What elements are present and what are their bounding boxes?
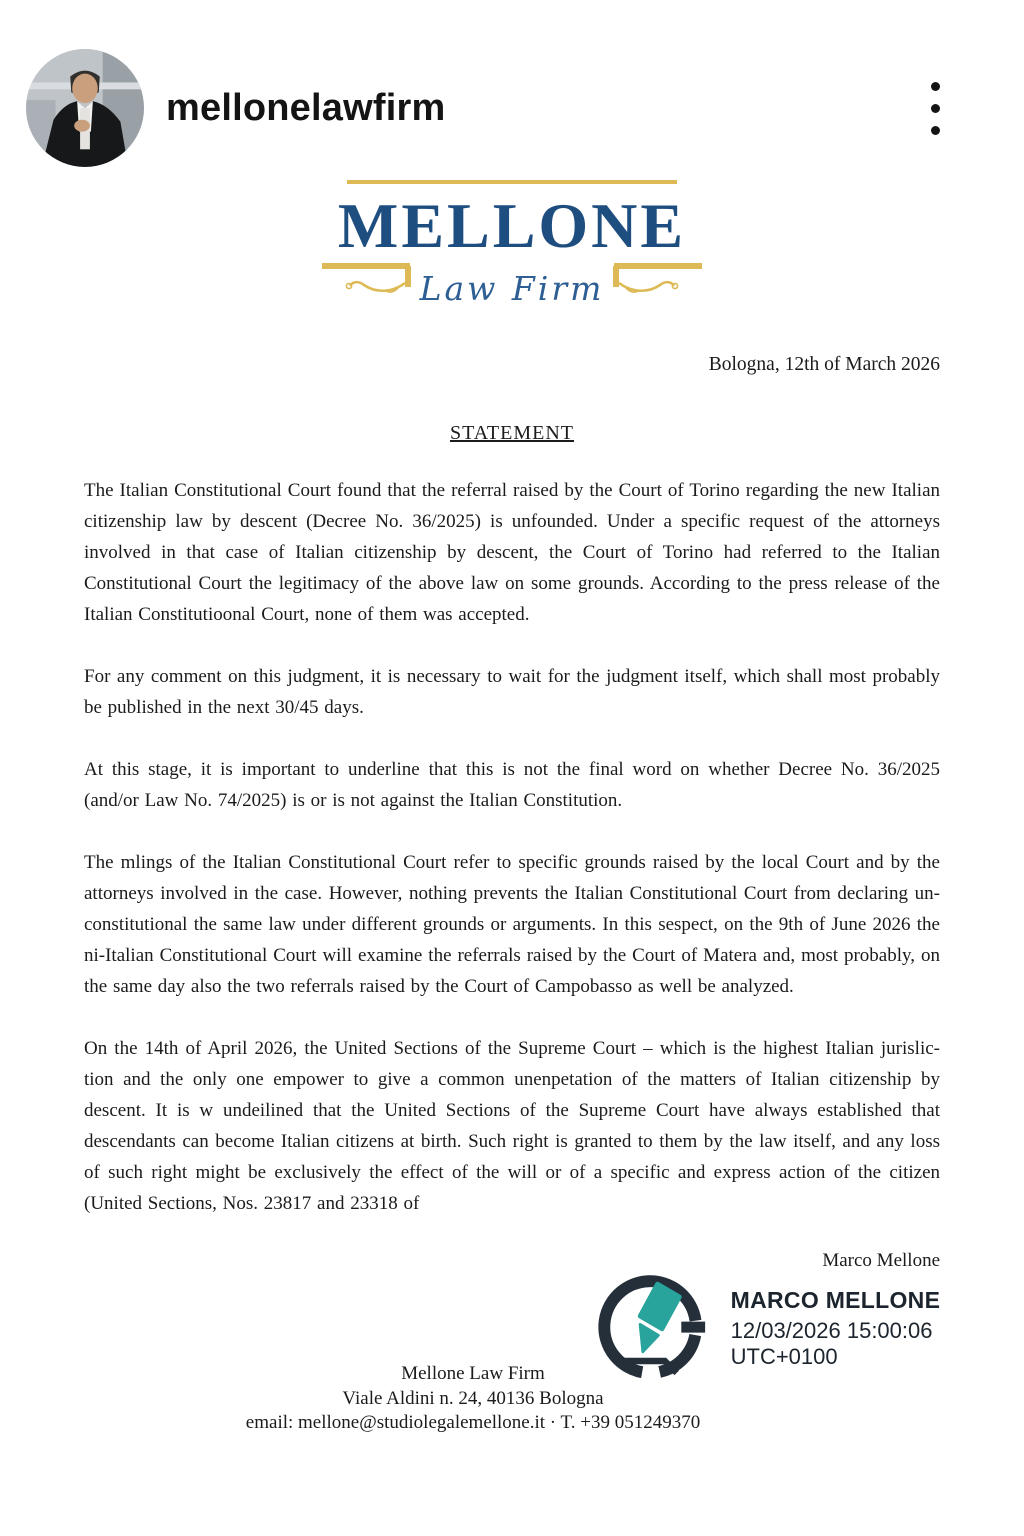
paragraph: The mlings of the Italian Constitutional Court refer to specific grounds raised by the local Court and by the attorneys involved in the case. However, nothing prevents the Italian Constitutional Court from declaring un-constitutional the same law under different grounds or arguments. In this sespect, on the 9th of June 2026 the ni-Italian Constitutional Court will examine the referrals raised by the Court of Matera and, most probably, on the same day also the two referrals raised by the Court of Campobasso as well be analyzed. [84,852,940,998]
paragraph: The Italian Constitutional Court found that the referral raised by the Court of Torino regarding the new Italian citizenship law by descent (Decree No. 36/2025) is unfounded. Under a specific request of the attorneys involved in that case of Italian citizenship by descent, the Court of Torino had referred to the Italian Constitutional Court the legitimacy of the above law on some grounds. According to the press release of the Italian Constitutioonal Court, none of them was accepted. [84,480,940,626]
paragraph: At this stage, it is important to underline that this is not the final word on whether Decree No. 36/2025 (and/or Law No. 74/2025) is or is not against the Italian Constitution. [84,759,940,812]
logo-wordmark: MELLONE [337,190,687,261]
paragraph: For any comment on this judgment, it is necessary to wait for the judgment itself, which shall most probably be published in the next 30/45 days. [84,666,940,719]
username[interactable]: mellonelawfirm [166,86,446,129]
flourish-left-icon [320,261,416,301]
document-body [84,475,940,1219]
kebab-dot [931,104,940,113]
signer-name: Marco Mellone [822,1250,940,1272]
signature-timestamp: 12/03/2026 15:00:06 UTC+0100 [730,1317,933,1369]
avatar[interactable] [26,49,144,167]
logo-gold-rule [347,180,677,184]
avatar-photo [26,49,144,167]
signature-name: MARCO MELLONE [730,1286,941,1313]
paragraph: On the 14th of April 2026, the United Sections of the Supreme Court – which is the highest Italian jurislic-tion and the only one empower to give a common unenpetation of the matters of Italian citizenship by descent. It is w undeilined that the United Sections of the Supreme Court have always established that descendants can become Italian citizens at birth. Such right is granted to them by the law itself, and any loss of such right might be exclusively the effect of the will or of a specific and express action of the citizen (United Sections, Nos. 23817 and 23318 of [84,1038,940,1215]
kebab-dot [931,126,940,135]
letter-footer [112,1362,834,1436]
kebab-dot [931,82,940,91]
date-line: Bologna, 12th of March 2026 [708,354,940,376]
post-header [0,0,1024,168]
flourish-right-icon [608,261,704,301]
footer-contacts: email: mellone@studiolegalemellone.it · T. +39 051249370 [245,1412,701,1433]
document-title: STATEMENT [449,422,575,445]
law-firm-logo [0,180,1024,308]
footer-address: Viale Aldini n. 24, 40136 Bologna [342,1387,604,1409]
kebab-menu-icon[interactable] [925,76,946,141]
logo-tagline: Law Firm [419,269,605,309]
footer-firm-name: Mellone Law Firm [401,1363,545,1384]
